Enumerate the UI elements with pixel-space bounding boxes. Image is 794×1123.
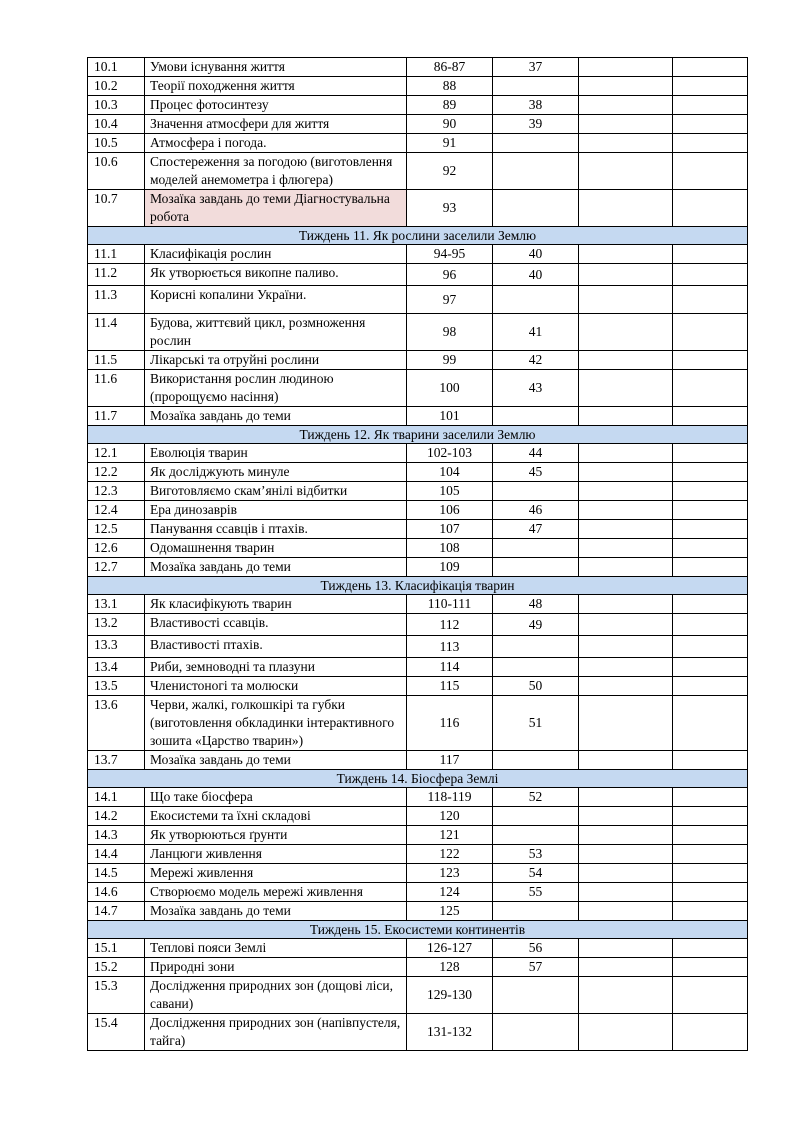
lesson-task <box>493 558 579 577</box>
empty-cell <box>673 902 748 921</box>
lesson-number: 10.4 <box>88 115 145 134</box>
empty-cell <box>579 788 673 807</box>
table-row <box>88 314 748 351</box>
empty-cell <box>673 520 748 539</box>
empty-cell <box>673 58 748 77</box>
lesson-pages: 89 <box>407 96 493 115</box>
lesson-number: 14.3 <box>88 826 145 845</box>
lesson-number: 12.5 <box>88 520 145 539</box>
empty-cell <box>673 677 748 696</box>
empty-cell <box>673 463 748 482</box>
lesson-title: Створюємо модель мережі живлення <box>145 883 407 902</box>
lesson-pages: 96 <box>407 264 493 286</box>
lesson-title: Дослідження природних зон (дощові ліси, савани) <box>145 977 407 1014</box>
lesson-number: 13.3 <box>88 636 145 658</box>
lesson-number: 15.3 <box>88 977 145 1014</box>
lesson-number: 11.7 <box>88 407 145 426</box>
table-row <box>88 407 748 426</box>
lesson-number: 10.1 <box>88 58 145 77</box>
table-row <box>88 977 748 1014</box>
empty-cell <box>579 58 673 77</box>
lesson-task: 46 <box>493 501 579 520</box>
lesson-title: Виготовляємо скам’янілі відбитки <box>145 482 407 501</box>
lesson-pages: 112 <box>407 614 493 636</box>
table-row <box>88 751 748 770</box>
table-row <box>88 1014 748 1051</box>
lesson-pages: 94-95 <box>407 245 493 264</box>
lesson-title: Природні зони <box>145 958 407 977</box>
lesson-task <box>493 77 579 96</box>
lesson-number: 12.7 <box>88 558 145 577</box>
empty-cell <box>673 614 748 636</box>
empty-cell <box>673 845 748 864</box>
lesson-number: 14.4 <box>88 845 145 864</box>
lesson-number: 10.2 <box>88 77 145 96</box>
lesson-pages: 88 <box>407 77 493 96</box>
lesson-number: 10.3 <box>88 96 145 115</box>
lesson-task: 53 <box>493 845 579 864</box>
lesson-task <box>493 751 579 770</box>
table-row <box>88 658 748 677</box>
table-row <box>88 539 748 558</box>
empty-cell <box>579 351 673 370</box>
lesson-number: 14.5 <box>88 864 145 883</box>
lesson-number: 13.2 <box>88 614 145 636</box>
lesson-title: Мозаїка завдань до теми Діагностувальна робота <box>145 190 407 227</box>
empty-cell <box>579 96 673 115</box>
empty-cell <box>673 370 748 407</box>
empty-cell <box>673 314 748 351</box>
table-row <box>88 286 748 314</box>
lesson-number: 14.7 <box>88 902 145 921</box>
lesson-pages: 86-87 <box>407 58 493 77</box>
lesson-title: Процес фотосинтезу <box>145 96 407 115</box>
lesson-title: Значення атмосфери для життя <box>145 115 407 134</box>
lesson-task: 56 <box>493 939 579 958</box>
week-header: Тиждень 14. Біосфера Землі <box>88 770 748 788</box>
empty-cell <box>579 134 673 153</box>
lesson-pages: 116 <box>407 696 493 751</box>
table-row <box>88 677 748 696</box>
lesson-pages: 104 <box>407 463 493 482</box>
lesson-title: Як досліджують минуле <box>145 463 407 482</box>
empty-cell <box>579 153 673 190</box>
empty-cell <box>673 636 748 658</box>
table-row <box>88 444 748 463</box>
empty-cell <box>579 658 673 677</box>
lesson-pages: 101 <box>407 407 493 426</box>
empty-cell <box>673 864 748 883</box>
empty-cell <box>673 1014 748 1051</box>
lesson-title: Теплові пояси Землі <box>145 939 407 958</box>
lesson-title: Одомашнення тварин <box>145 539 407 558</box>
table-row <box>88 115 748 134</box>
lesson-number: 13.5 <box>88 677 145 696</box>
empty-cell <box>579 1014 673 1051</box>
lesson-task <box>493 902 579 921</box>
lesson-plan-table <box>87 57 748 1051</box>
lesson-number: 11.5 <box>88 351 145 370</box>
table-row <box>88 482 748 501</box>
lesson-number: 15.4 <box>88 1014 145 1051</box>
lesson-pages: 105 <box>407 482 493 501</box>
lesson-number: 13.4 <box>88 658 145 677</box>
table-row <box>88 636 748 658</box>
empty-cell <box>673 788 748 807</box>
empty-cell <box>579 539 673 558</box>
lesson-task: 51 <box>493 696 579 751</box>
lesson-pages: 109 <box>407 558 493 577</box>
empty-cell <box>673 134 748 153</box>
empty-cell <box>579 864 673 883</box>
empty-cell <box>579 286 673 314</box>
lesson-pages: 92 <box>407 153 493 190</box>
lesson-pages: 91 <box>407 134 493 153</box>
lesson-title: Ланцюги живлення <box>145 845 407 864</box>
empty-cell <box>579 444 673 463</box>
lesson-task: 40 <box>493 245 579 264</box>
empty-cell <box>673 77 748 96</box>
lesson-pages: 90 <box>407 115 493 134</box>
lesson-title: Атмосфера і погода. <box>145 134 407 153</box>
lesson-pages: 98 <box>407 314 493 351</box>
lesson-pages: 108 <box>407 539 493 558</box>
lesson-title: Як класифікують тварин <box>145 595 407 614</box>
week-header: Тиждень 15. Екосистеми континентів <box>88 921 748 939</box>
lesson-task <box>493 407 579 426</box>
lesson-pages: 122 <box>407 845 493 864</box>
empty-cell <box>579 558 673 577</box>
lesson-title: Мозаїка завдань до теми <box>145 751 407 770</box>
lesson-task: 55 <box>493 883 579 902</box>
lesson-number: 12.1 <box>88 444 145 463</box>
empty-cell <box>673 351 748 370</box>
table-row <box>88 501 748 520</box>
lesson-pages: 93 <box>407 190 493 227</box>
lesson-number: 11.2 <box>88 264 145 286</box>
lesson-pages: 113 <box>407 636 493 658</box>
lesson-task: 54 <box>493 864 579 883</box>
table-row <box>88 520 748 539</box>
empty-cell <box>673 883 748 902</box>
lesson-pages: 129-130 <box>407 977 493 1014</box>
lesson-task <box>493 539 579 558</box>
lesson-task: 52 <box>493 788 579 807</box>
lesson-pages: 100 <box>407 370 493 407</box>
table-row <box>88 958 748 977</box>
empty-cell <box>579 826 673 845</box>
week-header-row <box>88 426 748 444</box>
table-row <box>88 595 748 614</box>
lesson-title: Еволюція тварин <box>145 444 407 463</box>
table-row <box>88 96 748 115</box>
empty-cell <box>579 314 673 351</box>
lesson-number: 10.6 <box>88 153 145 190</box>
table-row <box>88 939 748 958</box>
lesson-title: Членистоногі та молюски <box>145 677 407 696</box>
empty-cell <box>579 463 673 482</box>
lesson-number: 14.6 <box>88 883 145 902</box>
table-row <box>88 463 748 482</box>
lesson-task: 48 <box>493 595 579 614</box>
empty-cell <box>579 845 673 864</box>
lesson-title: Використання рослин людиною (пророщуємо насіння) <box>145 370 407 407</box>
lesson-number: 13.1 <box>88 595 145 614</box>
lesson-task: 38 <box>493 96 579 115</box>
lesson-pages: 114 <box>407 658 493 677</box>
lesson-task: 41 <box>493 314 579 351</box>
lesson-number: 11.6 <box>88 370 145 407</box>
table-row <box>88 826 748 845</box>
empty-cell <box>579 751 673 770</box>
lesson-number: 15.2 <box>88 958 145 977</box>
lesson-task <box>493 977 579 1014</box>
table-row <box>88 864 748 883</box>
lesson-pages: 121 <box>407 826 493 845</box>
lesson-title: Мережі живлення <box>145 864 407 883</box>
empty-cell <box>673 558 748 577</box>
table-row <box>88 558 748 577</box>
empty-cell <box>579 115 673 134</box>
empty-cell <box>673 939 748 958</box>
empty-cell <box>579 677 673 696</box>
lesson-title: Спостереження за погодою (виготовлення моделей анемометра і флюгера) <box>145 153 407 190</box>
empty-cell <box>673 286 748 314</box>
table-row <box>88 264 748 286</box>
lesson-title: Ера динозаврів <box>145 501 407 520</box>
lesson-number: 10.7 <box>88 190 145 227</box>
lesson-pages: 128 <box>407 958 493 977</box>
empty-cell <box>579 636 673 658</box>
lesson-title: Екосистеми та їхні складові <box>145 807 407 826</box>
lesson-pages: 120 <box>407 807 493 826</box>
lesson-title: Умови існування життя <box>145 58 407 77</box>
lesson-title: Як утворюється викопне паливо. <box>145 264 407 286</box>
lesson-number: 11.4 <box>88 314 145 351</box>
lesson-title: Що таке біосфера <box>145 788 407 807</box>
table-row <box>88 788 748 807</box>
lesson-title: Властивості ссавців. <box>145 614 407 636</box>
empty-cell <box>673 96 748 115</box>
lesson-number: 11.3 <box>88 286 145 314</box>
empty-cell <box>579 807 673 826</box>
empty-cell <box>673 115 748 134</box>
lesson-title: Властивості птахів. <box>145 636 407 658</box>
empty-cell <box>673 482 748 501</box>
lesson-task: 44 <box>493 444 579 463</box>
lesson-task <box>493 807 579 826</box>
lesson-number: 13.7 <box>88 751 145 770</box>
lesson-title: Мозаїка завдань до теми <box>145 558 407 577</box>
lesson-pages: 110-111 <box>407 595 493 614</box>
empty-cell <box>579 482 673 501</box>
lesson-title: Класифікація рослин <box>145 245 407 264</box>
week-header: Тиждень 11. Як рослини заселили Землю <box>88 227 748 245</box>
table-row <box>88 614 748 636</box>
table-row <box>88 902 748 921</box>
lesson-title: Теорії походження життя <box>145 77 407 96</box>
lesson-task: 50 <box>493 677 579 696</box>
lesson-number: 11.1 <box>88 245 145 264</box>
lesson-task: 39 <box>493 115 579 134</box>
lesson-number: 12.4 <box>88 501 145 520</box>
lesson-pages: 126-127 <box>407 939 493 958</box>
empty-cell <box>673 658 748 677</box>
lesson-task: 49 <box>493 614 579 636</box>
lesson-number: 12.6 <box>88 539 145 558</box>
empty-cell <box>673 190 748 227</box>
lesson-number: 15.1 <box>88 939 145 958</box>
lesson-task: 42 <box>493 351 579 370</box>
empty-cell <box>673 444 748 463</box>
empty-cell <box>579 520 673 539</box>
lesson-title: Будова, життєвий цикл, розмноження рослин <box>145 314 407 351</box>
table-row <box>88 134 748 153</box>
week-header: Тиждень 13. Класифікація тварин <box>88 577 748 595</box>
lesson-task <box>493 153 579 190</box>
week-header-row <box>88 227 748 245</box>
lesson-task: 37 <box>493 58 579 77</box>
table-row <box>88 245 748 264</box>
lesson-title: Черви, жалкі, голкошкірі та губки (виготовлення обкладинки інтерактивного зошита «Царство тварин») <box>145 696 407 751</box>
lesson-number: 12.3 <box>88 482 145 501</box>
table-row <box>88 370 748 407</box>
lesson-pages: 99 <box>407 351 493 370</box>
table-body <box>88 58 748 1051</box>
empty-cell <box>579 958 673 977</box>
lesson-number: 14.2 <box>88 807 145 826</box>
lesson-task: 40 <box>493 264 579 286</box>
lesson-title: Як утворюються ґрунти <box>145 826 407 845</box>
table-row <box>88 77 748 96</box>
lesson-title: Дослідження природних зон (напівпустеля, тайга) <box>145 1014 407 1051</box>
empty-cell <box>579 614 673 636</box>
empty-cell <box>673 407 748 426</box>
empty-cell <box>673 595 748 614</box>
table-row <box>88 807 748 826</box>
empty-cell <box>579 977 673 1014</box>
week-header-row <box>88 577 748 595</box>
lesson-task: 43 <box>493 370 579 407</box>
lesson-task <box>493 826 579 845</box>
lesson-pages: 131-132 <box>407 1014 493 1051</box>
lesson-task <box>493 286 579 314</box>
empty-cell <box>579 696 673 751</box>
lesson-task: 47 <box>493 520 579 539</box>
week-header-row <box>88 770 748 788</box>
empty-cell <box>579 407 673 426</box>
empty-cell <box>673 977 748 1014</box>
empty-cell <box>579 77 673 96</box>
lesson-title: Мозаїка завдань до теми <box>145 407 407 426</box>
empty-cell <box>673 245 748 264</box>
empty-cell <box>673 696 748 751</box>
week-header-row <box>88 921 748 939</box>
empty-cell <box>673 264 748 286</box>
lesson-title: Панування ссавців і птахів. <box>145 520 407 539</box>
lesson-pages: 118-119 <box>407 788 493 807</box>
table-row <box>88 883 748 902</box>
empty-cell <box>673 539 748 558</box>
lesson-number: 14.1 <box>88 788 145 807</box>
empty-cell <box>673 958 748 977</box>
empty-cell <box>673 751 748 770</box>
lesson-pages: 107 <box>407 520 493 539</box>
lesson-task <box>493 658 579 677</box>
lesson-pages: 102-103 <box>407 444 493 463</box>
empty-cell <box>579 264 673 286</box>
lesson-title: Корисні копалини України. <box>145 286 407 314</box>
lesson-number: 12.2 <box>88 463 145 482</box>
lesson-task: 45 <box>493 463 579 482</box>
empty-cell <box>579 501 673 520</box>
empty-cell <box>673 826 748 845</box>
lesson-task <box>493 190 579 227</box>
empty-cell <box>579 939 673 958</box>
table-row <box>88 351 748 370</box>
lesson-title: Мозаїка завдань до теми <box>145 902 407 921</box>
table-row <box>88 190 748 227</box>
lesson-task <box>493 636 579 658</box>
empty-cell <box>579 190 673 227</box>
empty-cell <box>579 902 673 921</box>
lesson-pages: 115 <box>407 677 493 696</box>
empty-cell <box>579 370 673 407</box>
lesson-pages: 117 <box>407 751 493 770</box>
lesson-pages: 123 <box>407 864 493 883</box>
lesson-pages: 125 <box>407 902 493 921</box>
empty-cell <box>579 595 673 614</box>
lesson-task <box>493 134 579 153</box>
lesson-task <box>493 482 579 501</box>
lesson-number: 10.5 <box>88 134 145 153</box>
empty-cell <box>579 245 673 264</box>
week-header: Тиждень 12. Як тварини заселили Землю <box>88 426 748 444</box>
lesson-pages: 124 <box>407 883 493 902</box>
empty-cell <box>673 807 748 826</box>
table-row <box>88 153 748 190</box>
lesson-title: Риби, земноводні та плазуни <box>145 658 407 677</box>
table-row <box>88 845 748 864</box>
lesson-task: 57 <box>493 958 579 977</box>
lesson-number: 13.6 <box>88 696 145 751</box>
empty-cell <box>673 153 748 190</box>
lesson-title: Лікарські та отруйні рослини <box>145 351 407 370</box>
lesson-pages: 106 <box>407 501 493 520</box>
empty-cell <box>579 883 673 902</box>
lesson-pages: 97 <box>407 286 493 314</box>
lesson-task <box>493 1014 579 1051</box>
table-row <box>88 58 748 77</box>
table-row <box>88 696 748 751</box>
empty-cell <box>673 501 748 520</box>
